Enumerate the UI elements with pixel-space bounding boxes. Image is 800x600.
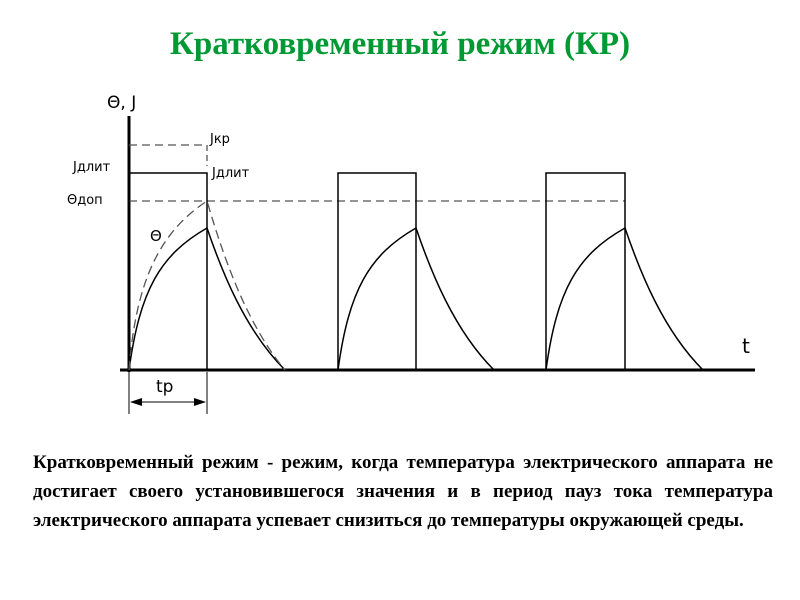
j-kr-label: Jкр [210,132,230,147]
j-dlit-label-right: Jдлит [212,166,250,181]
theta-dop-label: Θдоп [67,193,103,208]
theta-curve-label: Θ [150,227,162,245]
mode-description: Кратковременный режим - режим, когда температура электрического аппарата не достигает своего установившегося значения и в период пауз тока температура электрического аппарата успевает снизиться до температуры окружающей среды. [33,452,773,531]
current-pulse-3 [546,173,625,370]
current-pulse-1 [129,173,207,370]
tp-arrow-left [130,398,142,406]
axis-y-label: Θ, J [107,93,137,113]
tp-arrow-right [194,398,206,406]
slide-title: Кратковременный режим (КР) [169,26,631,62]
current-pulse-2 [338,173,416,370]
j-dlit-label-left: Jдлит [73,160,111,175]
axis-x-label: t [742,334,750,358]
tp-label: tр [156,377,174,397]
